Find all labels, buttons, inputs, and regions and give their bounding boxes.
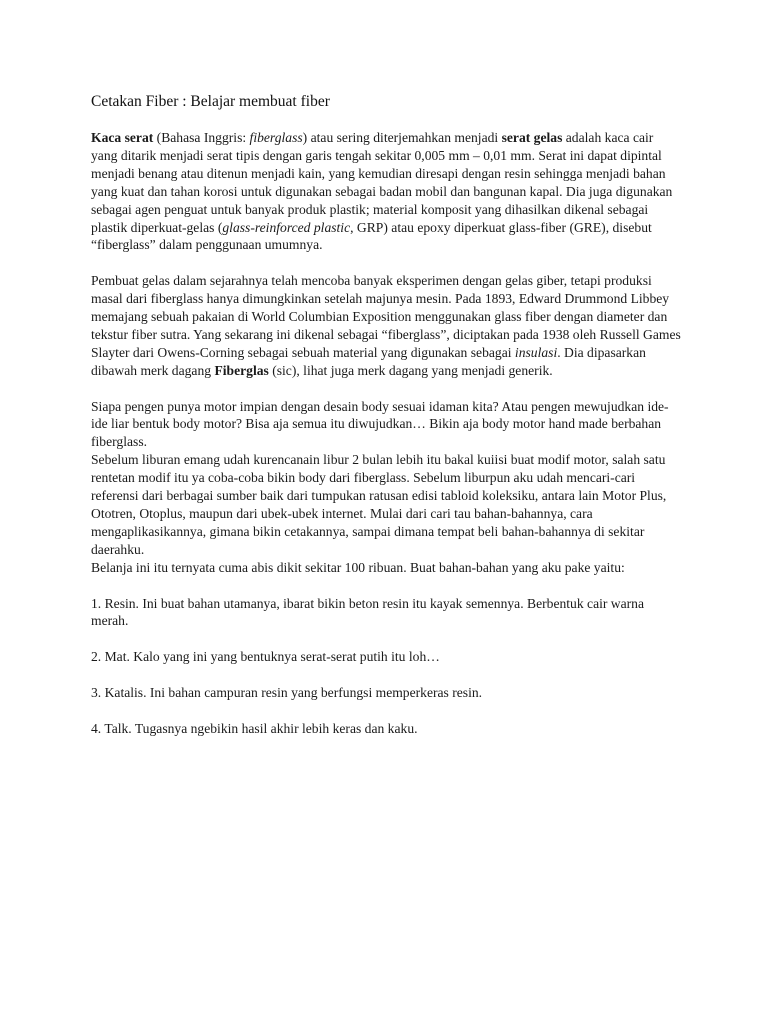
- term-fiberglass: fiberglass: [249, 130, 303, 145]
- list-item-talk: 4. Talk. Tugasnya ngebikin hasil akhir lebih keras dan kaku.: [91, 720, 418, 736]
- text-run: Pembuat gelas dalam sejarahnya telah mencoba banyak eksperimen dengan gelas giber, tetapi produksi masal dari fiberglass hanya dimungkinkan setelah majunya mesin. Pada 1893, Edward Drummond Libbey memajang sebuah pakaian di World Columbian Exposition menggunakan glass fiber dengan diameter dan tekstur fiber sutra. Yang sekarang ini dikenal sebagai “fiberglass”, diciptakan pada 1938 oleh Russell Games Slayter dari Owens-Corning sebagai sebuah material yang digunakan sebagai: [91, 273, 681, 360]
- term-fiberglas: Fiberglas: [214, 362, 269, 378]
- text-run: , GRP) atau epoxy diperkuat glass-fiber (GRE), disebut “fiberglass” dalam penggunaan umumnya.: [91, 219, 652, 253]
- page-title: Cetakan Fiber : Belajar membuat fiber: [91, 93, 330, 110]
- term-insulasi: insulasi: [514, 344, 558, 360]
- term-grp: glass-reinforced plastic: [222, 219, 351, 235]
- text-run: (Bahasa Inggris:: [153, 130, 250, 145]
- term-serat-gelas: serat gelas: [501, 130, 563, 145]
- list-item-mat: 2. Mat. Kalo yang ini yang bentuknya serat-serat putih itu loh…: [91, 649, 440, 665]
- paragraph-holiday: Sebelum liburan emang udah kurencanain libur 2 bulan lebih itu bakal kuiisi buat modif motor, salah satu rentetan modif itu ya coba-coba bikin body dari fiberglass. Sebelum liburpun aku udah mencari-cari referensi dari berbagai sumber baik dari tumpukan ratusan edisi tabloid koleksiku, antara lain Motor Plus, Ototren, Otoplus, maupun dari ubek-ubek internet. Mulai dari cari tau bahan-bahannya, cara mengaplikasikannya, gimana bikin cetakannya, sampai dimana tempat beli bahan-bahannya di sekitar daerahku.: [91, 452, 667, 557]
- paragraph-history: [91, 272, 681, 379]
- paragraph-intro: Siapa pengen punya motor impian dengan desain body sesuai idaman kita? Atau pengen mewujudkan ide-ide liar bentuk body motor? Bisa aja semua itu diwujudkan… Bikin aja body motor hand made berbahan fiberglass.: [91, 398, 669, 450]
- list-item-katalis: 3. Katalis. Ini bahan campuran resin yang berfungsi memperkeras resin.: [91, 685, 483, 701]
- paragraph-definition: [91, 129, 681, 254]
- text-run: . Dia dipasarkan dibawah merk dagang: [91, 344, 646, 378]
- list-item-resin: 1. Resin. Ini buat bahan utamanya, ibarat bikin beton resin itu kayak semennya. Berbentuk cair warna merah.: [91, 595, 645, 629]
- text-run: adalah kaca cair yang ditarik menjadi serat tipis dengan garis tengah sekitar 0,005 mm – 0,01 mm. Serat ini dapat dipintal menjadi benang atau ditenun menjadi kain, yang kemudian diresapi dengan resin sehingga menjadi bahan yang kuat dan tahan korosi untuk digunakan sebagai badan mobil dan bangunan kapal. Dia juga digunakan sebagai agen penguat untuk banyak produk plastik; material komposit yang dihasilkan dikenal sebagai plastik diperkuat-gelas (: [91, 130, 673, 235]
- paragraph-shopping: Belanja ini itu ternyata cuma abis dikit sekitar 100 ribuan. Buat bahan-bahan yang aku pake yaitu:: [91, 559, 625, 575]
- text-run: (sic), lihat juga merk dagang yang menjadi generik.: [268, 362, 553, 378]
- text-run: ) atau sering diterjemahkan menjadi: [302, 130, 502, 145]
- term-kaca-serat: Kaca serat: [91, 130, 154, 145]
- document-body: [91, 92, 681, 738]
